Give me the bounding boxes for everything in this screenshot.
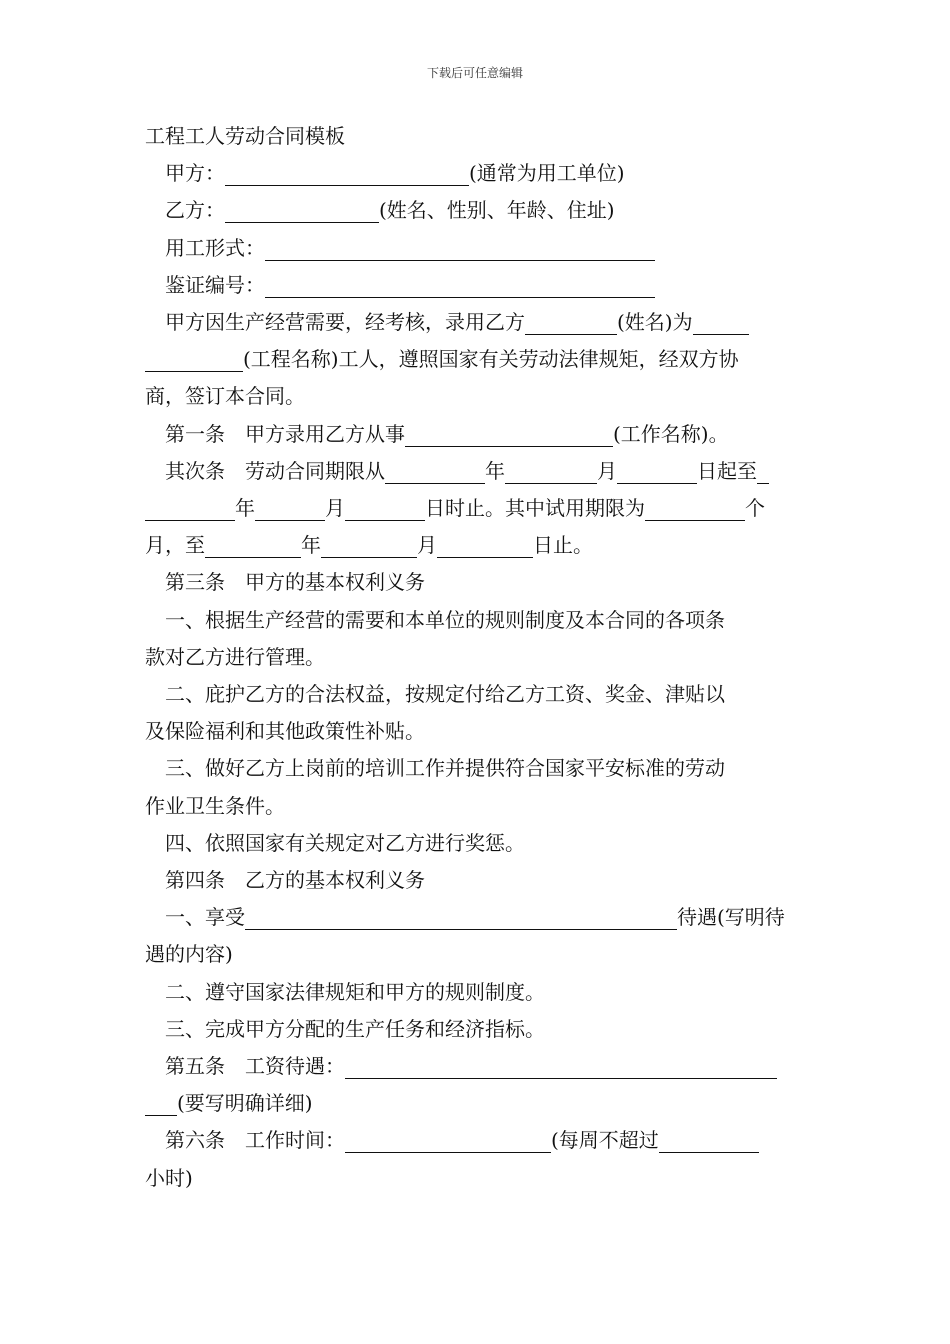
- party-a-line: [145, 155, 807, 192]
- probation-year-blank: [205, 533, 301, 558]
- party-b-note: (姓名、性别、年龄、住址): [379, 198, 615, 223]
- intro-text: 甲方因生产经营需要，经考核，录用乙方: [165, 310, 525, 335]
- article-4-item-3: 三、完成甲方分配的生产任务和经济指标。: [165, 1016, 545, 1041]
- article-5-text: 第五条 工资待遇：: [165, 1054, 345, 1079]
- wage-blank: [345, 1054, 777, 1079]
- month-label: 月: [597, 458, 617, 483]
- article-2-line-3: [145, 527, 807, 564]
- benefits-blank: [245, 905, 677, 930]
- probation-months-blank: [645, 496, 745, 521]
- article-4-text: 一、享受: [165, 905, 245, 930]
- party-a-blank: [225, 161, 469, 186]
- intro-line-2: [145, 341, 807, 378]
- project-blank: [693, 310, 749, 335]
- unit-label: 个: [745, 496, 765, 521]
- article-2-text: 日止。: [533, 533, 593, 558]
- cert-no-blank: [265, 273, 655, 298]
- article-5-note: (要写明确详细): [177, 1091, 313, 1116]
- article-4-note: 待遇(写明待: [677, 905, 785, 930]
- article-2-line-2: [145, 490, 807, 527]
- wage-blank-cont: [145, 1091, 177, 1116]
- cert-no-label: 鉴证编号：: [165, 272, 265, 297]
- article-6-text: 第六条 工作时间：: [165, 1128, 345, 1153]
- article-2-text: 其次条 劳动合同期限从: [165, 458, 385, 483]
- work-hours-blank: [345, 1128, 551, 1153]
- project-blank-cont: [145, 347, 243, 372]
- party-b-label: 乙方：: [165, 198, 225, 223]
- article-4-item-1: [145, 899, 807, 936]
- article-4-heading: 第四条 乙方的基本权利义务: [165, 868, 425, 893]
- job-title-blank: [405, 422, 613, 447]
- weekly-hours-blank: [659, 1128, 759, 1153]
- article-3-heading: 第三条 甲方的基本权利义务: [165, 570, 425, 595]
- party-b-blank: [225, 198, 379, 223]
- year-label: 年: [235, 496, 255, 521]
- intro-line-1: [145, 304, 807, 341]
- article-3-item-1: 一、根据生产经营的需要和本单位的规则制度及本合同的各项条: [165, 607, 725, 632]
- article-3-item-2: 二、庇护乙方的合法权益，按规定付给乙方工资、奖金、津贴以: [165, 682, 725, 707]
- probation-day-blank: [437, 533, 533, 558]
- article-3-item-4: 四、依照国家有关规定对乙方进行奖惩。: [165, 830, 525, 855]
- end-month-blank: [255, 496, 325, 521]
- article-3-item-3: 三、做好乙方上岗前的培训工作并提供符合国家平安标准的劳动: [165, 756, 725, 781]
- cert-no-line: [145, 267, 807, 304]
- start-month-blank: [505, 459, 597, 484]
- employment-form-blank: [265, 236, 655, 261]
- end-day-blank: [345, 496, 425, 521]
- article-4-item-1-cont: 遇的内容): [145, 942, 233, 967]
- article-1-text: 第一条 甲方录用乙方从事: [165, 421, 405, 446]
- probation-month-blank: [321, 533, 417, 558]
- intro-text: (工程名称)工人，遵照国家有关劳动法律规矩，经双方协: [243, 347, 739, 372]
- month-label: 月: [325, 496, 345, 521]
- article-6: [145, 1122, 807, 1159]
- article-2-text: 月，至: [145, 533, 205, 558]
- name-blank: [525, 310, 617, 335]
- day-label: 日起至: [697, 458, 757, 483]
- article-3-item-2-cont: 及保险福利和其他政策性补贴。: [145, 719, 425, 744]
- article-3-item-3-cont: 作业卫生条件。: [145, 793, 285, 818]
- article-4-item-2: 二、遵守国家法律规矩和甲方的规则制度。: [165, 979, 545, 1004]
- article-2-line-1: [145, 453, 807, 490]
- employment-form-line: [145, 230, 807, 267]
- intro-line-3: 商，签订本合同。: [145, 384, 305, 409]
- article-1-note: (工作名称)。: [613, 421, 729, 446]
- employment-form-label: 用工形式：: [165, 235, 265, 260]
- party-a-note: (通常为用工单位): [469, 161, 625, 186]
- page-header: 下载后可任意编辑: [426, 66, 523, 80]
- year-label: 年: [301, 533, 321, 558]
- article-1: [145, 416, 807, 453]
- article-6-cont: 小时): [145, 1165, 193, 1190]
- end-year-blank-cont: [145, 496, 235, 521]
- year-label: 年: [485, 458, 505, 483]
- party-b-line: [145, 192, 807, 229]
- article-6-note: (每周不超过: [551, 1128, 659, 1153]
- party-a-label: 甲方：: [165, 161, 225, 186]
- contract-body: [145, 118, 807, 1197]
- article-5: [145, 1048, 807, 1085]
- document-title: 工程工人劳动合同模板: [145, 124, 345, 148]
- start-year-blank: [385, 459, 485, 484]
- end-year-blank: [757, 459, 769, 484]
- start-day-blank: [617, 459, 697, 484]
- article-2-text: 日时止。其中试用期限为: [425, 496, 645, 521]
- article-5-cont: [145, 1085, 807, 1122]
- intro-text: (姓名)为: [617, 310, 693, 335]
- article-3-item-1-cont: 款对乙方进行管理。: [145, 644, 325, 669]
- month-label: 月: [417, 533, 437, 558]
